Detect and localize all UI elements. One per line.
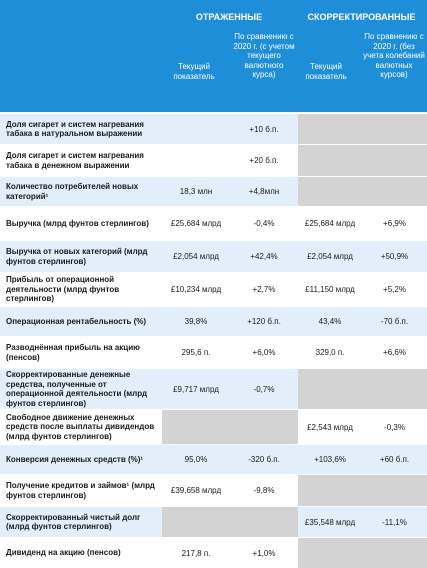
reported-current-value: 18,3 млн [179,187,213,196]
na-cell [298,114,427,144]
reported-current-header: Текущий показатель [173,62,215,81]
adjusted-compare-header: По сравнению с 2020 г. (без учета колебаний валютных курсов) [363,32,425,79]
reported-current-value: 295,6 п. [181,348,211,357]
reported-current-value: £9,717 млрд [173,384,219,394]
reported-compare-value: -0,4% [253,219,275,228]
row-label: Количество потребителей новых категорий¹ [6,182,139,201]
reported-compare-value: +42,4% [250,252,278,261]
adjusted-compare-value: -11,1% [382,517,407,527]
table-row [0,273,427,306]
reported-current-value: 39,8% [184,317,208,326]
row-label: Скорректированный чистый долг (млрд фунтов стерлингов) [6,512,141,531]
reported-compare-value: +20 б.п. [249,156,279,165]
reported-compare-value: -320 б.п. [248,455,280,464]
adjusted-current-value: +103,6% [314,455,346,464]
na-cell [298,538,427,568]
adjusted-current-header: Текущий показатель [305,62,347,81]
row-label: Дивиденд на акцию (пенсов) [6,548,121,558]
row-label: Разводнённая прибыль на акцию (пенсов) [6,343,140,362]
reported-compare-value: -9,8% [253,486,275,495]
adjusted-current-value: £11,150 млрд [305,285,355,294]
row-label: Выручка (млрд фунтов стерлингов) [6,218,149,228]
row-label: Доля сигарет и систем нагревания табака в натуральном выражении [6,119,144,138]
row-label: Выручка от новых категорий (млрд фунтов стерлингов) [6,247,148,266]
adjusted-current-value: £2,543 млрд [307,422,353,432]
reported-current-value: 217,8 п. [181,548,211,558]
reported-current-value: £25,684 млрд [170,219,222,228]
table-row [0,337,427,368]
reported-current-value: 95,0% [184,455,208,464]
adjusted-compare-value: +5,2% [383,285,406,294]
reported-compare-value: +120 б.п. [247,317,281,326]
adjusted-compare-value: -0,3% [384,422,405,432]
adjusted-compare-value: +6,9% [383,219,406,228]
adjusted-current-value: 329,0 п. [315,348,345,357]
reported-compare-value: -0,7% [253,384,275,394]
adjusted-compare-value: +50,9% [380,252,409,261]
row-label: Получение кредитов и займов¹ (млрд фунтов стерлингов) [6,481,155,500]
table-row [0,475,427,506]
row-label: Свободное движение денежных средств после выплаты дивидендов (млрд фунтов стерлингов) [6,412,155,441]
table-row [0,445,427,474]
reported-compare-value: +10 б.п. [249,124,279,134]
adjusted-current-value: £25,684 млрд [304,219,356,228]
table-row [0,177,427,206]
table-row [0,369,427,409]
na-cell [298,177,427,206]
table-row [0,207,427,240]
row-label: Операционная рентабельность (%) [6,316,147,326]
table-row [0,307,427,336]
adjusted-group-label: СКОРРЕКТИРОВАННЫЕ [307,12,416,22]
table-row [0,538,427,568]
table-row [0,145,427,176]
reported-current-value [162,145,230,176]
table-row [0,241,427,272]
adjusted-compare-value: -70 б.п. [380,317,409,326]
row-label: Прибыль от операционной деятельности (млрд фунтов стерлингов) [6,275,120,304]
reported-current-value [162,114,230,144]
reported-current-value: £2,054 млрд [173,252,219,261]
reported-compare-value: +4,8млн [248,187,280,196]
reported-compare-value: +2,7% [252,285,276,294]
adjusted-current-value: £35,548 млрд [304,517,356,527]
table-row [0,507,427,537]
reported-compare-header: По сравнению с 2020 г. (с учетом текущего валютного курса) [233,32,295,79]
reported-compare-value: +1,0% [252,548,276,558]
adjusted-compare-value: +60 б.п. [379,455,410,464]
table-row [0,410,427,444]
na-cell [298,369,427,409]
table-row [0,114,427,144]
na-cell [162,410,298,444]
row-label: Доля сигарет и систем нагревания табака в денежном выражении [6,151,144,170]
na-cell [298,145,427,176]
adjusted-compare-value: +6,6% [383,348,406,357]
adjusted-current-value: 43,4% [318,317,342,326]
row-label: Конверсия денежных средств (%)¹ [6,454,144,464]
na-cell [162,507,298,537]
row-label: Скорректированные денежные средства, полученные от операционной деятельности (млрд фунтов стерлингов) [6,370,148,408]
reported-current-value: £39,658 млрд [170,486,222,495]
adjusted-current-value: £2,054 млрд [307,252,353,261]
reported-current-value: £10,234 млрд [170,285,222,294]
reported-compare-value: +6,0% [252,348,276,357]
na-cell [298,475,427,506]
reported-group-label: ОТРАЖЕННЫЕ [195,12,263,22]
